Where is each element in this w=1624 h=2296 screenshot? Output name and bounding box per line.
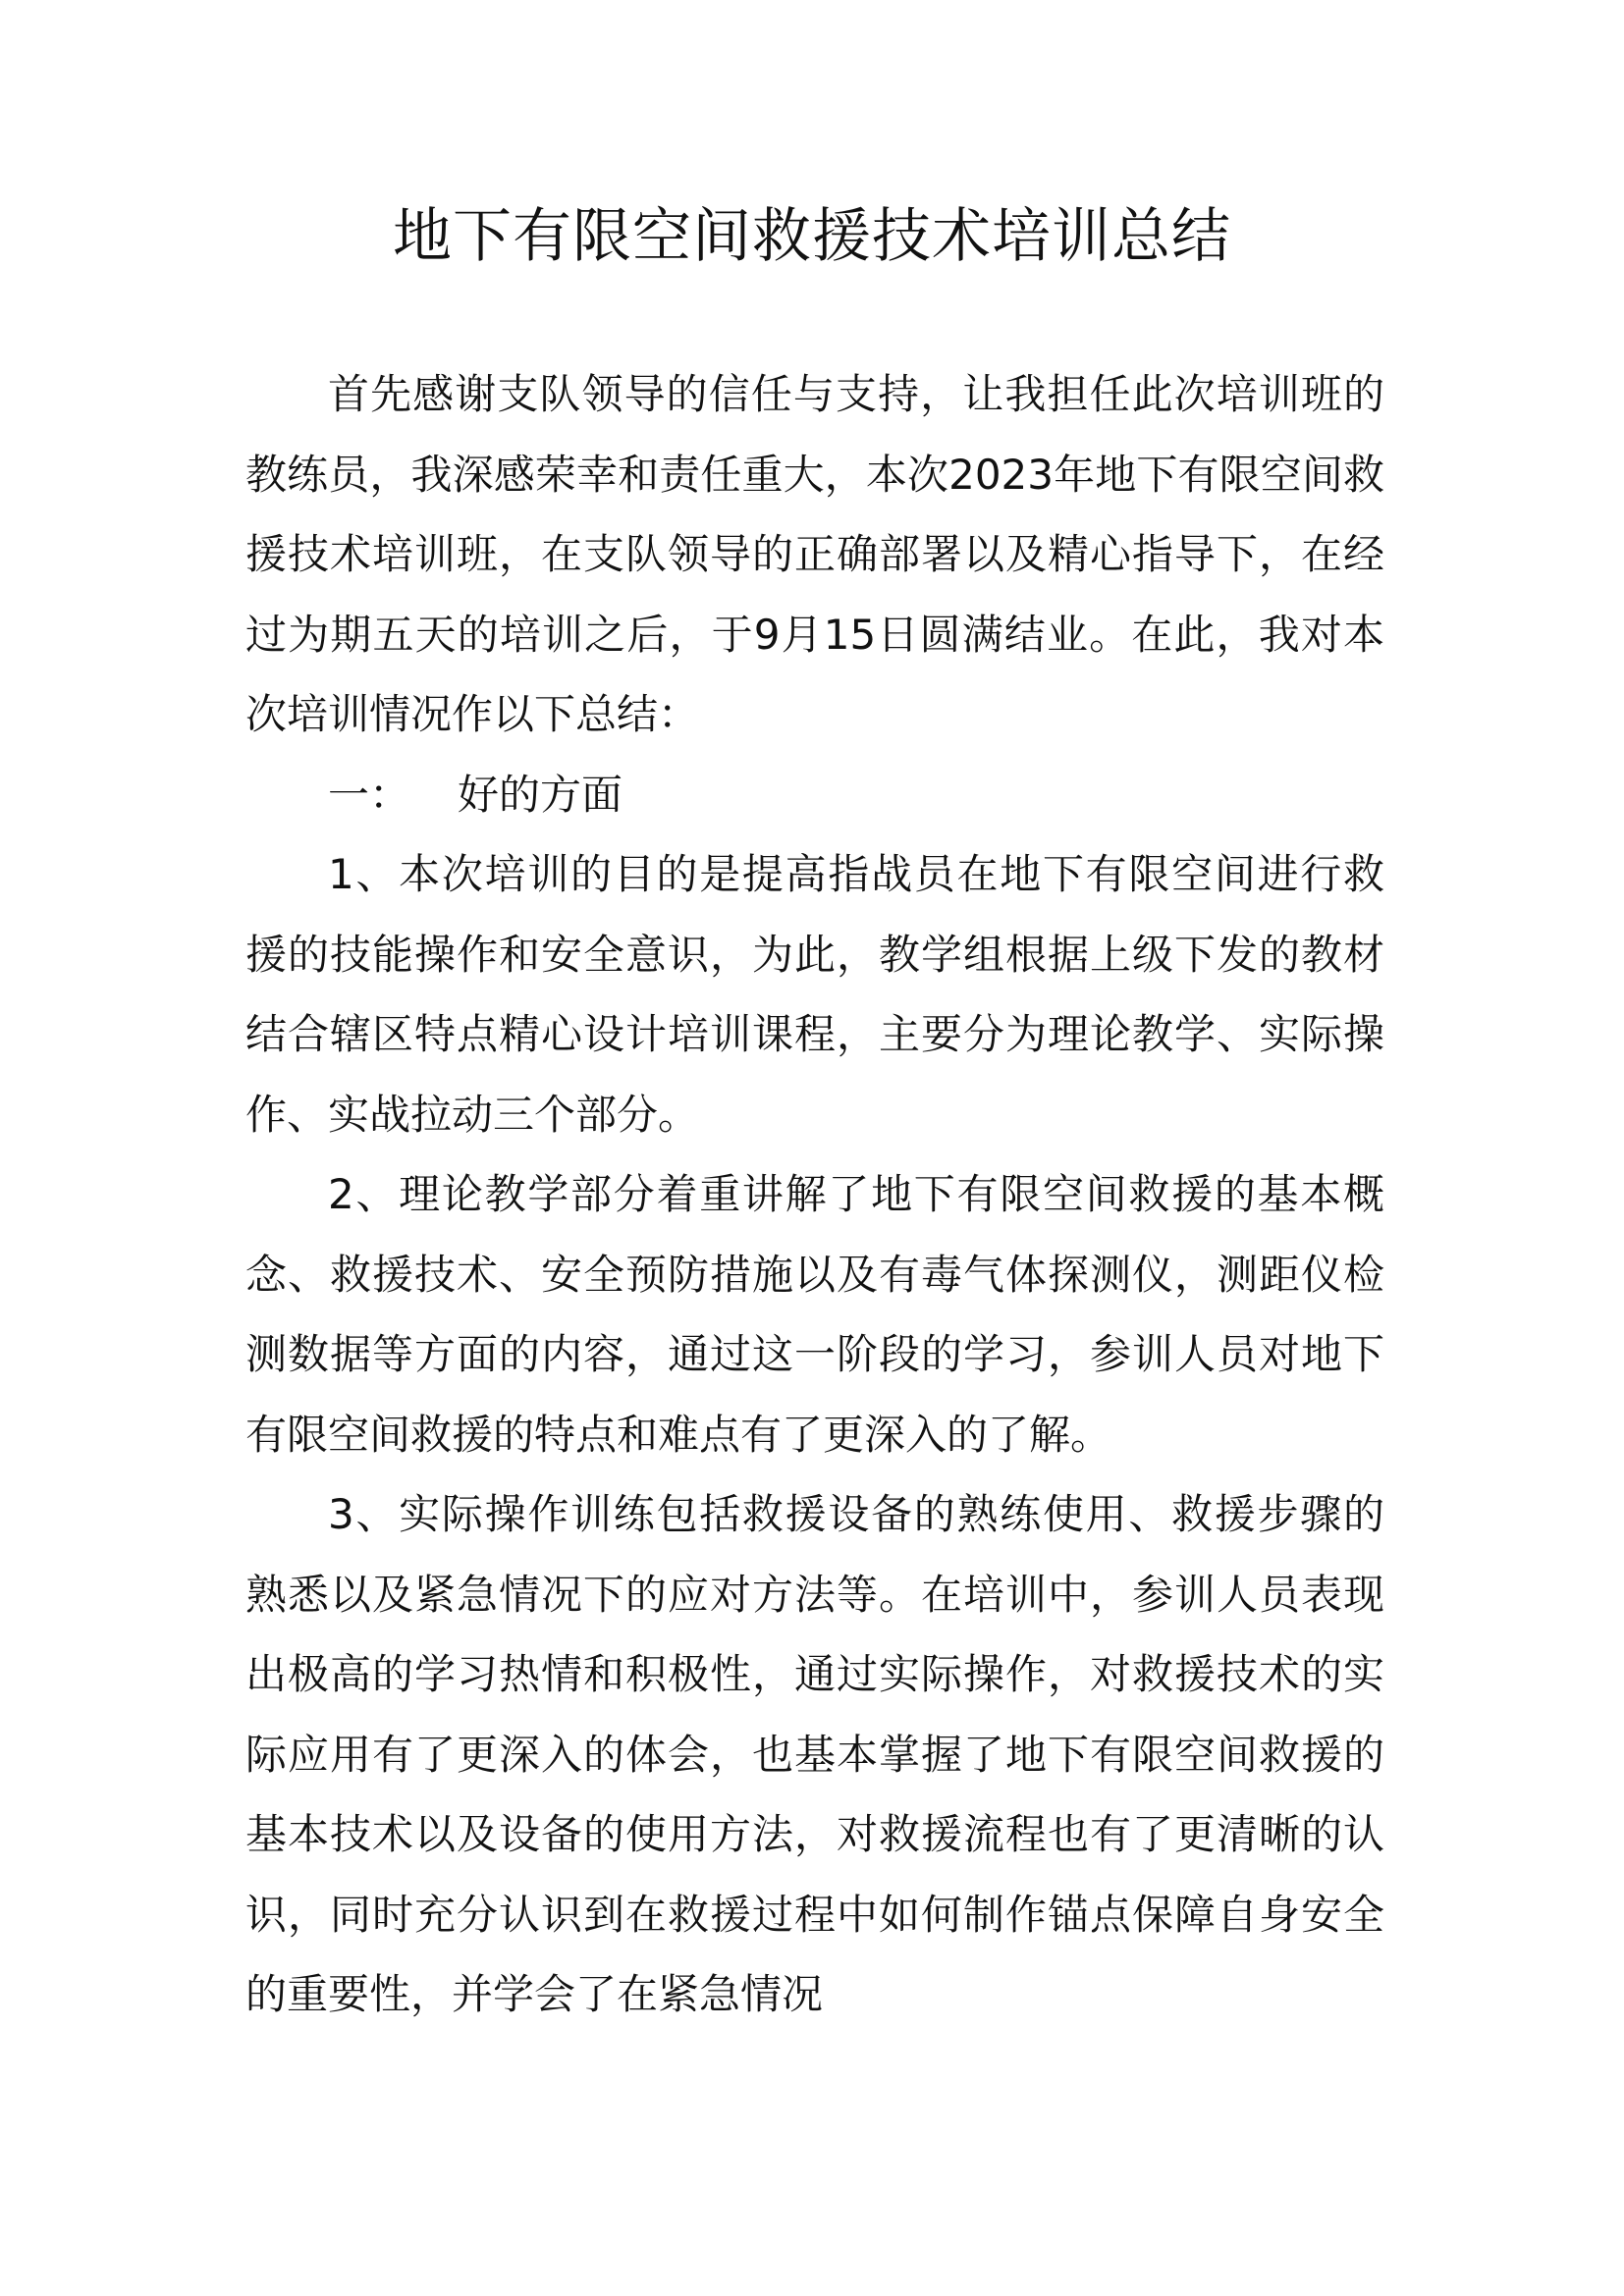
section-number: 一：: [328, 770, 411, 819]
intro-paragraph: 首先感谢支队领导的信任与支持，让我担任此次培训班的教练员，我深感荣幸和责任重大，本次2023年地下有限空间救援技术培训班，在支队领导的正确部署以及精心指导下，在经过为期五天的培训之后，于9月15日圆满结业。在此，我对本次培训情况作以下总结：: [245, 370, 1384, 738]
document-title: 地下有限空间救援技术培训总结: [393, 202, 1231, 271]
section-title: 好的方面: [458, 770, 623, 819]
paragraph-3: 3、实际操作训练包括救援设备的熟练使用、救援步骤的熟悉以及紧急情况下的应对方法等。在培训中，参训人员表现出极高的学习热情和积极性，通过实际操作，对救援技术的实际应用有了更深入的体会，也基本掌握了地下有限空间救援的基本技术以及设备的使用方法，对救援流程也有了更清晰的认识，同时充分认识到在救援过程中如何制作锚点保障自身安全的重要性，并学会了在紧急情况: [245, 1490, 1384, 2018]
paragraph-1: 1、本次培训的目的是提高指战员在地下有限空间进行救援的技能操作和安全意识，为此，教学组根据上级下发的教材结合辖区特点精心设计培训课程，主要分为理论教学、实际操作、实战拉动三个部分。: [245, 850, 1384, 1139]
section-heading: [245, 755, 1384, 835]
document-body: [245, 354, 1384, 2035]
paragraph-2: 2、理论教学部分着重讲解了地下有限空间救援的基本概念、救援技术、安全预防措施以及有毒气体探测仪，测距仪检测数据等方面的内容，通过这一阶段的学习，参训人员对地下有限空间救援的特点和难点有了更深入的了解。: [245, 1170, 1384, 1459]
